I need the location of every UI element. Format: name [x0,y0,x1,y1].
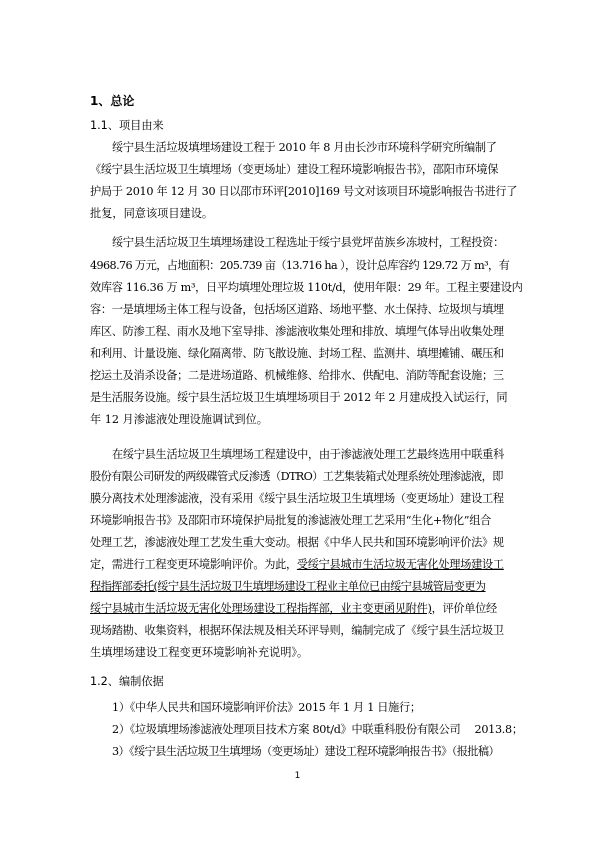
paragraph-line: 容：一是填埋场主体工程与设备，包括场区道路、场地平整、水土保持、垃圾坝与填埋 [90,303,504,316]
page-number: 1 [294,771,301,781]
paragraph-line: 和利用、计量设施、绿化隔离带、防飞散设施、封场工程、监测井、填埋摊铺、碾压和 [90,347,504,360]
paragraph-line: 在绥宁县生活垃圾卫生填埋场工程建设中，由于渗滤液处理工艺最终选用中联重科 [112,448,504,461]
subsection-heading-basis: 1.2、编制依据 [90,675,164,688]
reference-item: 2）《垃圾填埋场渗滤液处理项目技术方案 80t/d》中联重科股份有限公司 2013.8； [112,723,523,736]
subsection-heading-origin: 1.1、项目由来 [90,119,164,132]
paragraph-line: 库区、防渗工程、雨水及地下室导排、渗滤液收集处理和排放、填埋气体导出收集处理 [90,325,504,338]
paragraph-line: 护局于 2010 年 12 月 30 日以邵市环评[2010]169 号文对该项目环境影响报告书进行了 [90,185,518,198]
paragraph-line: 挖运土及消杀设备；二是进场道路、机械维修、给排水、供配电、消防等配套设施；三 [90,369,504,382]
paragraph-line: 是生活服务设施。绥宁县生活垃圾卫生填埋场项目于 2012 年 2 月建成投入试运行，同 [90,391,508,404]
paragraph-line: 4968.76 万元，占地面积：205.739 亩（13.716 ha ），设计总库容约 129.72 万 m³，有 [90,259,510,272]
underlined-text: 绥宁县城市生活垃圾无害化处理场建设工程指挥部，业主变更函见附件) [90,602,432,615]
paragraph-line: 《绥宁县生活垃圾卫生填埋场（变更场址）建设工程环境影响报告书》，邵阳市环境保 [90,163,499,176]
paragraph-line: 绥宁县生活垃圾填埋场建设工程于 2010 年 8 月由长沙市环境科学研究所编制了 [112,141,497,154]
underlined-text: 程指挥部委托(绥宁县生活垃圾卫生填埋场建设工程业主单位已由绥宁县城管局变更为 [90,580,486,593]
paragraph-line: 环境影响报告书》及邵阳市环境保护局批复的渗滤液处理工艺采用“生化+物化”组合 [90,514,491,527]
paragraph-line [90,602,510,616]
paragraph-line: 现场踏勘、收集资料，根据环保法规及相关环评导则，编制完成了《绥宁县生活垃圾卫 [90,624,504,637]
reference-item: 1）《中华人民共和国环境影响评价法》2015 年 1 月 1 日施行； [112,701,421,714]
paragraph-line: 膜分离技术处理渗滤液，没有采用《绥宁县生活垃圾卫生填埋场（变更场址）建设工程 [90,492,504,505]
plain-text: ，评价单位经 [431,602,497,615]
section-heading: 1、总论 [90,94,135,108]
paragraph-line: 年 12 月渗滤液处理设施调试到位。 [90,413,268,426]
plain-text: 定，需进行工程变更环境影响评价。为此， [90,558,297,571]
paragraph-line: 批复，同意该项目建设。 [90,207,214,220]
paragraph-line [90,558,510,572]
paragraph-line: 效库容 116.36 万 m³，日平均填埋处理垃圾 110t/d，使用年限：29 年。工程主要建设内 [90,281,523,294]
underlined-text: 受绥宁县城市生活垃圾无害化处理场建设工 [296,558,504,571]
paragraph-line: 生填埋场建设工程变更环境影响补充说明》。 [90,646,309,659]
paragraph-line: 绥宁县生活垃圾卫生填埋场建设工程选址于绥宁县党坪苗族乡冻坡村，工程投资： [112,236,504,249]
paragraph-line: 处理工艺，渗滤液处理工艺发生重大变动。根据《中华人民共和国环境影响评价法》规 [90,536,504,549]
reference-item: 3）《绥宁县生活垃圾卫生填埋场（变更场址）建设工程环境影响报告书》（报批稿） [112,745,500,758]
paragraph-line: 股份有限公司研发的两级碟管式反渗透（DTRO）工艺集装箱式处理系统处理渗滤液，即 [90,470,503,483]
